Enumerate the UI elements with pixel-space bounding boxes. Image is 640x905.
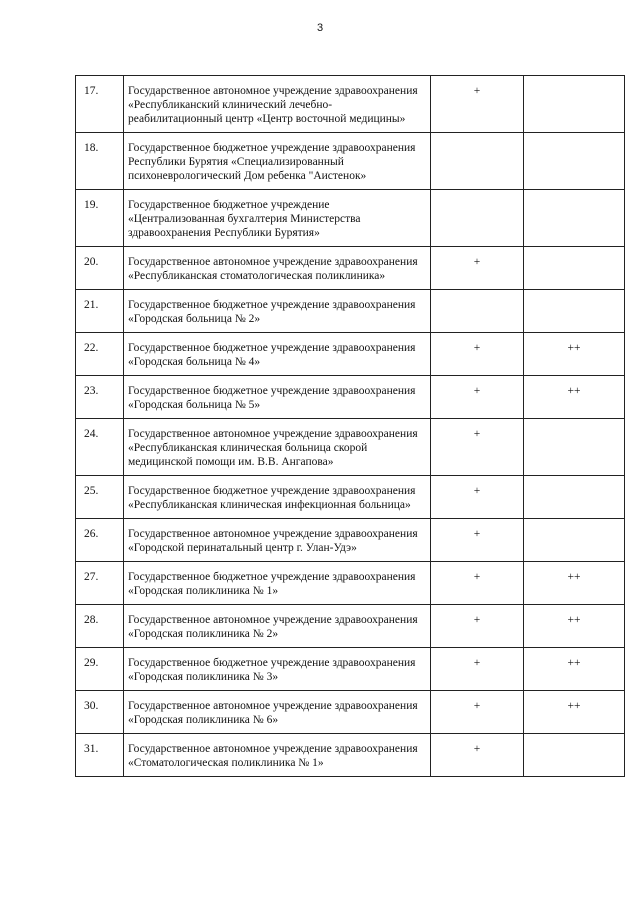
mark-column-2: ++	[524, 648, 625, 691]
mark-column-1: +	[431, 419, 524, 476]
table-row	[76, 419, 625, 476]
mark-column-1: +	[431, 691, 524, 734]
table-row	[76, 290, 625, 333]
row-number: 25.	[76, 476, 124, 519]
table-row	[76, 76, 625, 133]
institution-name: Государственное бюджетное учреждение здравоохранения Республики Бурятия «Специализированный психоневрологический Дом ребенка "Аистенок»	[124, 133, 431, 190]
mark-column-1	[431, 290, 524, 333]
row-number: 23.	[76, 376, 124, 419]
mark-column-2: ++	[524, 691, 625, 734]
row-number: 19.	[76, 190, 124, 247]
row-number: 27.	[76, 562, 124, 605]
row-number: 18.	[76, 133, 124, 190]
mark-column-2	[524, 247, 625, 290]
institution-name: Государственное бюджетное учреждение здравоохранения «Республиканская клиническая инфекционная больница»	[124, 476, 431, 519]
institution-name: Государственное автономное учреждение здравоохранения «Республиканская стоматологическая поликлиника»	[124, 247, 431, 290]
row-number: 22.	[76, 333, 124, 376]
table-row	[76, 562, 625, 605]
institution-name: Государственное бюджетное учреждение здравоохранения «Городская поликлиника № 1»	[124, 562, 431, 605]
row-number: 30.	[76, 691, 124, 734]
row-number: 17.	[76, 76, 124, 133]
mark-column-2	[524, 133, 625, 190]
row-number: 28.	[76, 605, 124, 648]
mark-column-2	[524, 476, 625, 519]
row-number: 31.	[76, 734, 124, 777]
mark-column-1: +	[431, 247, 524, 290]
mark-column-1: +	[431, 333, 524, 376]
mark-column-2	[524, 734, 625, 777]
mark-column-1: +	[431, 76, 524, 133]
mark-column-2	[524, 76, 625, 133]
row-number: 24.	[76, 419, 124, 476]
institution-name: Государственное автономное учреждение здравоохранения «Городская поликлиника № 6»	[124, 691, 431, 734]
row-number: 20.	[76, 247, 124, 290]
row-number: 29.	[76, 648, 124, 691]
table-row	[76, 476, 625, 519]
table-row	[76, 190, 625, 247]
institution-name: Государственное автономное учреждение здравоохранения «Стоматологическая поликлиника № 1»	[124, 734, 431, 777]
mark-column-2: ++	[524, 376, 625, 419]
mark-column-2	[524, 190, 625, 247]
institution-name: Государственное бюджетное учреждение здравоохранения «Городская поликлиника № 3»	[124, 648, 431, 691]
table-row	[76, 734, 625, 777]
mark-column-1: +	[431, 376, 524, 419]
mark-column-2: ++	[524, 562, 625, 605]
mark-column-2	[524, 290, 625, 333]
mark-column-1	[431, 190, 524, 247]
institution-name: Государственное автономное учреждение здравоохранения «Городской перинатальный центр г. Улан-Удэ»	[124, 519, 431, 562]
mark-column-2	[524, 419, 625, 476]
mark-column-1: +	[431, 562, 524, 605]
mark-column-1: +	[431, 648, 524, 691]
table-row	[76, 376, 625, 419]
institution-name: Государственное автономное учреждение здравоохранения «Городская поликлиника № 2»	[124, 605, 431, 648]
mark-column-2: ++	[524, 333, 625, 376]
institution-name: Государственное бюджетное учреждение здравоохранения «Городская больница № 5»	[124, 376, 431, 419]
table-row	[76, 605, 625, 648]
table-row	[76, 247, 625, 290]
mark-column-2	[524, 519, 625, 562]
page-number: 3	[316, 22, 324, 34]
table-row	[76, 333, 625, 376]
mark-column-2: ++	[524, 605, 625, 648]
institution-name: Государственное автономное учреждение здравоохранения «Республиканский клинический лечебно-реабилитационный центр «Центр восточной медицины»	[124, 76, 431, 133]
institution-name: Государственное бюджетное учреждение «Централизованная бухгалтерия Министерства здравоохранения Республики Бурятия»	[124, 190, 431, 247]
table-row	[76, 648, 625, 691]
institution-name: Государственное бюджетное учреждение здравоохранения «Городская больница № 4»	[124, 333, 431, 376]
mark-column-1: +	[431, 734, 524, 777]
institution-name: Государственное автономное учреждение здравоохранения «Республиканская клиническая больница скорой медицинской помощи им. В.В. Ангапова»	[124, 419, 431, 476]
institution-name: Государственное бюджетное учреждение здравоохранения «Городская больница № 2»	[124, 290, 431, 333]
table-row	[76, 519, 625, 562]
mark-column-1: +	[431, 476, 524, 519]
institutions-table	[75, 75, 625, 777]
mark-column-1: +	[431, 519, 524, 562]
table-row	[76, 133, 625, 190]
row-number: 21.	[76, 290, 124, 333]
mark-column-1	[431, 133, 524, 190]
table-row	[76, 691, 625, 734]
mark-column-1: +	[431, 605, 524, 648]
row-number: 26.	[76, 519, 124, 562]
